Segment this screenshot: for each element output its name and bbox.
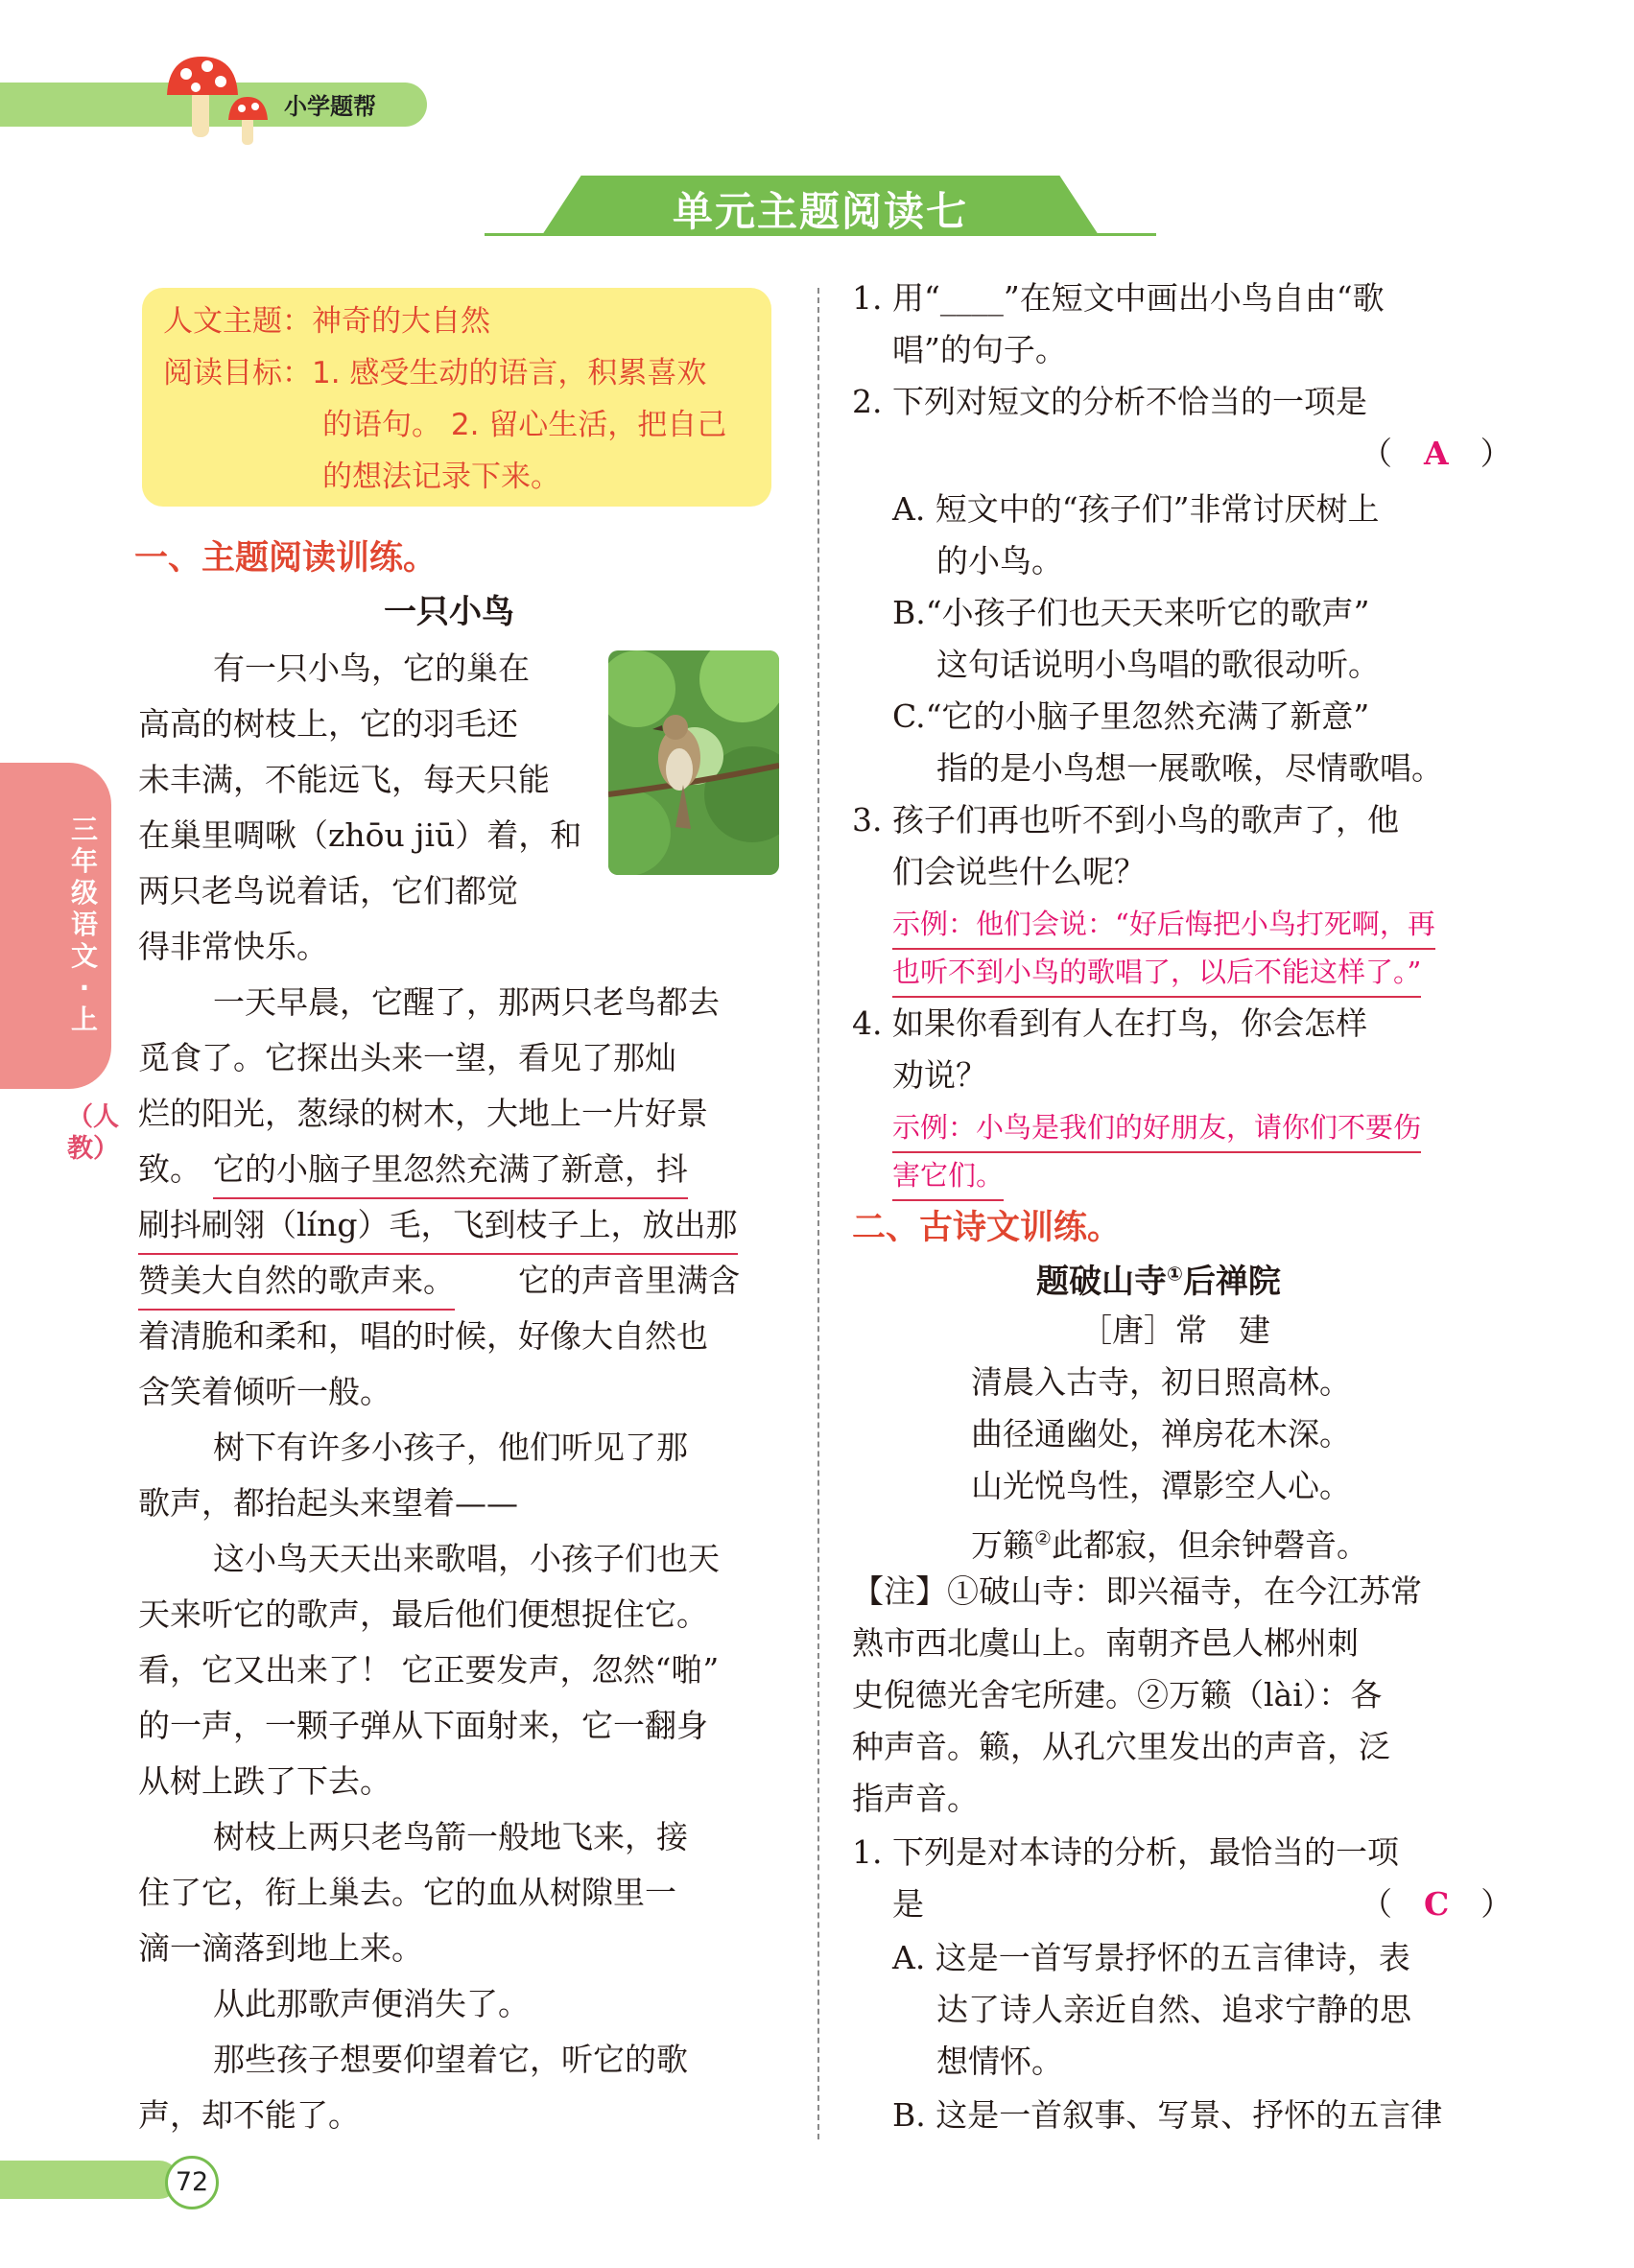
section-heading: 二、古诗文训练。 — [852, 1209, 1122, 1247]
goal-line: 的想法记录下来。 — [322, 460, 560, 494]
story-title: 一只小鸟 — [384, 593, 514, 631]
question-4-cont: 劝说？ — [892, 1056, 987, 1094]
question-4: 4. 如果你看到有人在打鸟，你会怎样 — [852, 1004, 1367, 1042]
story-line: 从树上跌了下去。 — [138, 1762, 391, 1800]
answer-choice: C — [1424, 1885, 1450, 1923]
story-line: 觅食了。它探出头来一望，看见了那灿 — [138, 1039, 676, 1076]
answer-bracket: （ C ） — [1361, 1885, 1513, 1923]
story-line: 得非常快乐。 — [138, 928, 328, 965]
goal-line: 阅读目标：1. 感受生动的语言，积累喜欢 — [163, 356, 707, 390]
story-line: 歌声，都抬起头来望着—— — [138, 1484, 518, 1522]
theme-line: 人文主题：神奇的大自然 — [163, 304, 490, 339]
poem-question-1: 1. 下列是对本诗的分析，最恰当的一项 — [852, 1833, 1399, 1871]
story-line: 在巢里啁啾（zhōu jiū）着，和 — [138, 816, 582, 854]
story-line: 一天早晨，它醒了，那两只老鸟都去 — [213, 983, 720, 1021]
poem-title-text: 题破山寺 — [1036, 1263, 1167, 1301]
answer-example: 示例：小鸟是我们的好朋友，请你们不要伤 — [892, 1103, 1421, 1153]
story-line: 树下有许多小孩子，他们听见了那 — [213, 1429, 688, 1466]
note-line: 种声音。籁，从孔穴里发出的声音，泛 — [852, 1728, 1390, 1765]
column-divider — [817, 288, 819, 2139]
option-b-cont: 这句话说明小鸟唱的歌很动听。 — [936, 646, 1380, 683]
story-line: 两只老鸟说着话，它们都觉 — [138, 872, 518, 910]
answer-example: 害它们。 — [892, 1151, 1004, 1201]
option-b: B.“小孩子们也天天来听它的歌声” — [892, 594, 1370, 631]
story-line: 烂的阳光，葱绿的树木，大地上一片好景 — [138, 1095, 708, 1132]
poem-text: 此都寂，但余钟磬音。 — [1051, 1526, 1368, 1564]
story-line: 树枝上两只老鸟箭一般地飞来，接 — [213, 1818, 688, 1855]
question-1: 1. 用“____”在短文中画出小鸟自由“歌 — [852, 279, 1385, 317]
story-line: 住了它，衔上巢去。它的血从树隙里一 — [138, 1874, 676, 1911]
option-c: C.“它的小脑子里忽然充满了新意” — [892, 697, 1370, 735]
poem-line: 清晨入古寺，初日照高林。 — [971, 1363, 1351, 1401]
poem-line: 山光悦鸟性，潭影空人心。 — [971, 1467, 1351, 1504]
poem-line — [971, 1510, 1368, 1566]
answer-choice: A — [1424, 435, 1449, 472]
bird-photo — [608, 650, 779, 875]
note-line: 熟市西北虞山上。南朝齐邑人郴州刺 — [852, 1624, 1359, 1662]
page-title: 单元主题阅读七 — [672, 188, 968, 235]
story-line: 那些孩子想要仰望着它，听它的歌 — [213, 2041, 688, 2078]
poem-title — [1036, 1255, 1281, 1302]
poem-text: 万籁 — [971, 1526, 1034, 1564]
story-line: 这小鸟天天出来歌唱，小孩子们也天 — [213, 1540, 720, 1577]
story-line: 未丰满，不能远飞，每天只能 — [138, 761, 550, 798]
option-a-cont: 想情怀。 — [936, 2043, 1063, 2080]
underlined-sentence: 赞美大自然的歌声来。 — [138, 1253, 455, 1311]
option-a: A. 这是一首写景抒怀的五言律诗，表 — [892, 1939, 1410, 1976]
section-heading: 一、主题阅读训练。 — [134, 539, 438, 578]
question-1-cont: 唱”的句子。 — [892, 331, 1067, 368]
story-line: 高高的树枝上，它的羽毛还 — [138, 705, 518, 743]
answer-bracket: （ A ） — [1361, 435, 1512, 472]
option-a: A. 短文中的“孩子们”非常讨厌树上 — [892, 490, 1380, 528]
poem-title-text: 后禅院 — [1182, 1263, 1281, 1301]
option-a-cont: 的小鸟。 — [936, 542, 1063, 579]
underlined-sentence: 它的小脑子里忽然充满了新意，抖 — [213, 1142, 688, 1199]
story-line: 的一声，一颗子弹从下面射来，它一翻身 — [138, 1707, 708, 1744]
story-line: 有一只小鸟，它的巢在 — [213, 650, 530, 687]
question-3: 3. 孩子们再也听不到小鸟的歌声了，他 — [852, 801, 1399, 839]
answer-example: 也听不到小鸟的歌唱了，以后不能这样了。” — [892, 948, 1421, 998]
story-line: 它的声音里满含 — [518, 1262, 740, 1299]
story-line: 含笑着倾听一般。 — [138, 1373, 391, 1410]
side-tab-label: 三年级语文·上 — [70, 814, 98, 1035]
footnote-mark: ① — [1167, 1262, 1183, 1286]
story-line: 滴一滴落到地上来。 — [138, 1929, 423, 1967]
story-line: 从此那歌声便消失了。 — [213, 1985, 530, 2022]
story-line: 天来听它的歌声，最后他们便想捉住它。 — [138, 1595, 708, 1633]
poem-question-1-cont: 是 — [892, 1885, 924, 1923]
note-line: 史倪德光舍宅所建。②万籁（lài）：各 — [852, 1676, 1383, 1713]
mushroom-icon — [161, 53, 281, 149]
note-line: 【注】①破山寺：即兴福寺，在今江苏常 — [852, 1572, 1422, 1610]
footnote-mark: ② — [1034, 1526, 1052, 1549]
story-line: 致。 — [138, 1150, 201, 1188]
answer-example: 示例：他们会说：“好后悔把小鸟打死啊，再 — [892, 900, 1435, 950]
poem-line: 曲径通幽处，禅房花木深。 — [971, 1415, 1351, 1453]
story-line: 声，却不能了。 — [138, 2096, 360, 2134]
footer-bar — [0, 2161, 178, 2199]
underlined-sentence: 刷抖刷翎（líng）毛，飞到枝子上，放出那 — [138, 1197, 738, 1255]
story-line: 着清脆和柔和，唱的时候，好像大自然也 — [138, 1317, 708, 1355]
option-a-cont: 达了诗人亲近自然、追求宁静的思 — [936, 1991, 1411, 2028]
brand-name: 小学题帮 — [284, 93, 376, 120]
option-c-cont: 指的是小鸟想一展歌喉，尽情歌唱。 — [936, 749, 1443, 787]
poem-author: ［唐］常 建 — [1080, 1311, 1270, 1349]
story-line: 看，它又出来了！ 它正要发声，忽然“啪” — [138, 1651, 720, 1689]
page-number: 72 — [165, 2156, 219, 2209]
question-2: 2. 下列对短文的分析不恰当的一项是 — [852, 383, 1367, 420]
side-tab-edition: （人教） — [67, 1102, 119, 1164]
option-b: B. 这是一首叙事、写景、抒怀的五言律 — [892, 2096, 1443, 2134]
question-3-cont: 们会说些什么呢？ — [892, 853, 1146, 890]
goal-line: 的语句。 2. 留心生活，把自己 — [322, 408, 727, 442]
note-line: 指声音。 — [852, 1780, 979, 1817]
